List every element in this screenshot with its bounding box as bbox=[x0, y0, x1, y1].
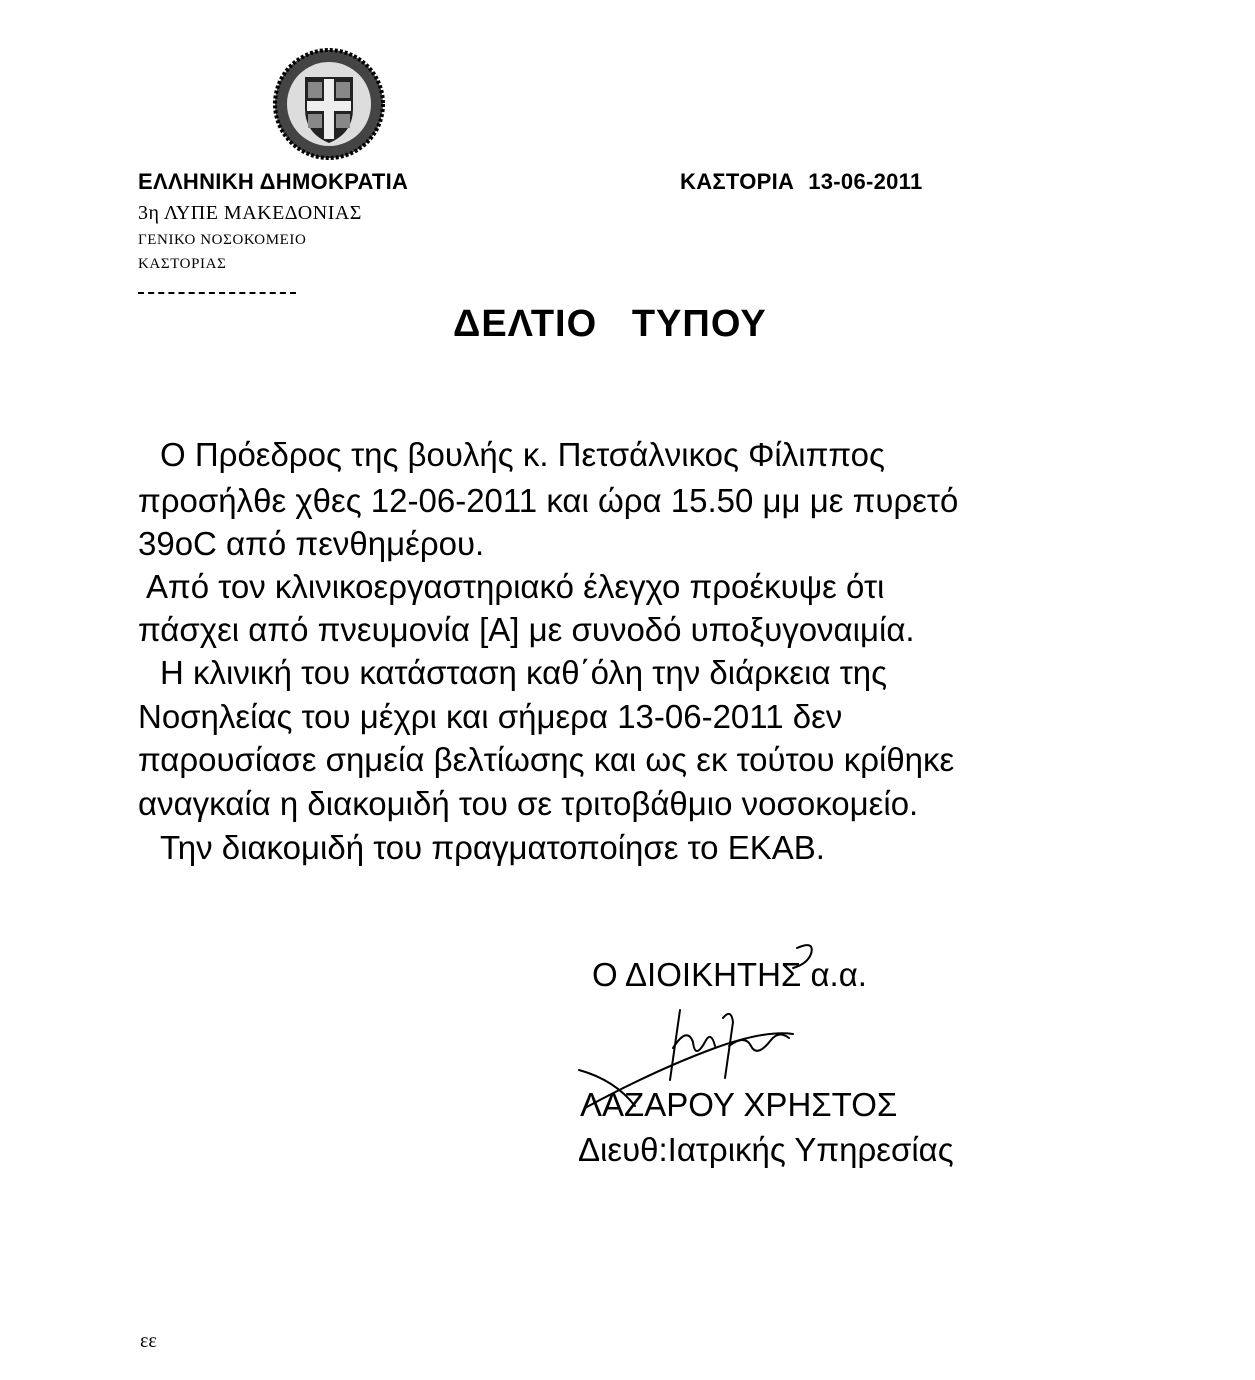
body-line: αναγκαία η διακομιδή του σε τριτοβάθμιο νοσοκομείο. bbox=[138, 785, 919, 822]
republic-header: ΕΛΛΗΝΙΚΗ ΔΗΜΟΚΡΑΤΙΑ bbox=[138, 169, 409, 194]
org-line: 3η ΛΥΠΕ ΜΑΚΕΔΟΝΙΑΣ bbox=[138, 202, 362, 224]
body-line: Ο Πρόεδρος της βουλής κ. Πετσάλνικος Φίλιππος bbox=[160, 436, 885, 473]
signatory-role: Διευθ:Ιατρικής Υπηρεσίας bbox=[578, 1131, 954, 1168]
place-date bbox=[680, 169, 923, 195]
body-line: Νοσηλείας του μέχρι και σήμερα 13-06-2011 δεν bbox=[138, 698, 843, 735]
separator-line bbox=[138, 292, 296, 294]
document-title: ΔΕΛΤΙΟ ΤΥΠΟΥ bbox=[453, 303, 767, 345]
body-line: Η κλινική του κατάσταση καθ΄όλη την διάρκεια της bbox=[160, 654, 887, 691]
signatory-name: ΛΑΖΑΡΟΥ ΧΡΗΣΤΟΣ bbox=[580, 1086, 898, 1123]
body-line: προσήλθε χθες 12-06-2011 και ώρα 15.50 μμ με πυρετό bbox=[138, 482, 959, 519]
org-line: ΓΕΝΙΚΟ ΝΟΣΟΚΟΜΕΙΟ bbox=[138, 232, 307, 248]
body-line: Από τον κλινικοεργαστηριακό έλεγχο προέκυψε ότι bbox=[146, 568, 885, 605]
date-value: 13-06-2011 bbox=[808, 169, 923, 194]
body-line: πάσχει από πνευμονία [Α] με συνοδό υποξυγοναιμία. bbox=[138, 611, 915, 648]
signatory-title: Ο ΔΙΟΙΚΗΤΗΣ α.α. bbox=[592, 956, 867, 993]
place-label: ΚΑΣΤΟΡΙΑ bbox=[680, 169, 795, 194]
body-line: Την διακομιδή του πραγματοποίησε το ΕΚΑΒ. bbox=[160, 829, 825, 866]
org-line: ΚΑΣΤΟΡΙΑΣ bbox=[138, 256, 227, 272]
coat-of-arms-emblem bbox=[272, 47, 386, 161]
body-line: 39oC από πενθημέρου. bbox=[138, 525, 485, 562]
body-line: παρουσίασε σημεία βελτίωσης και ως εκ τούτου κρίθηκε bbox=[138, 741, 955, 778]
page-mark: εε bbox=[140, 1330, 157, 1352]
